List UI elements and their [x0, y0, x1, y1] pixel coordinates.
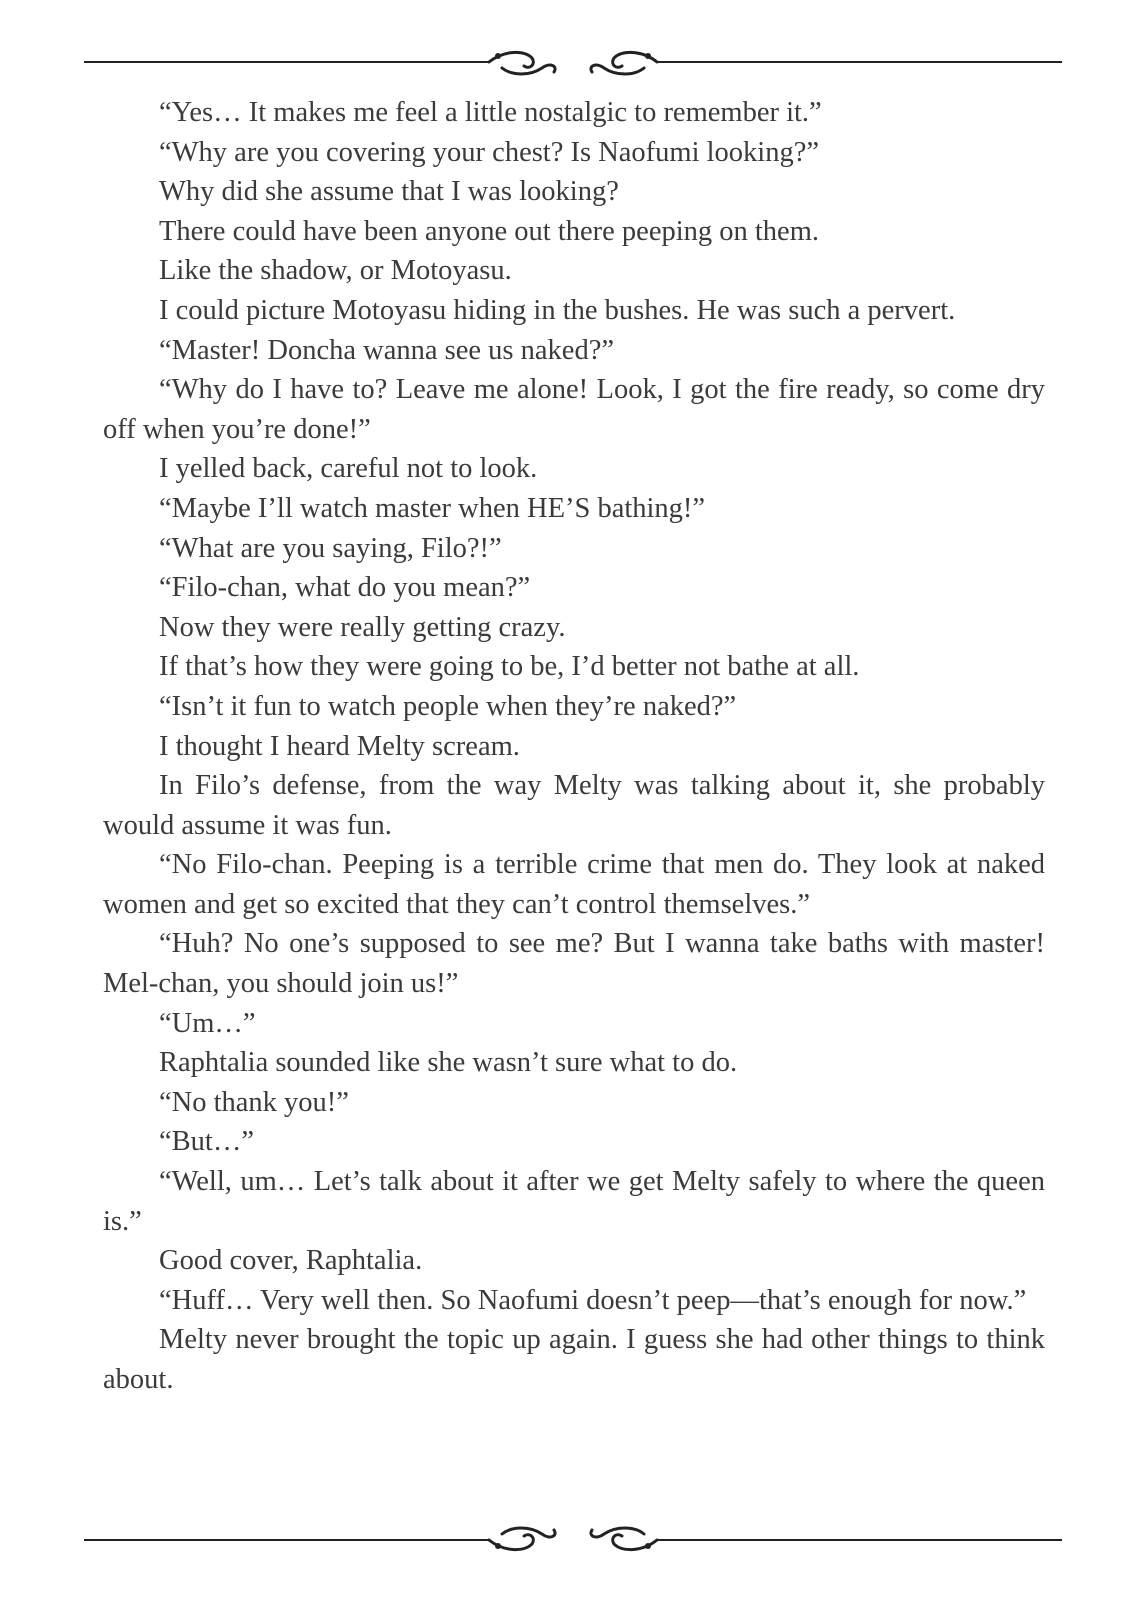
- paragraph: Like the shadow, or Motoyasu.: [159, 255, 512, 287]
- paragraph: Good cover, Raphtalia.: [159, 1245, 423, 1277]
- paragraph: In Filo’s defense, from the way Melty was talking about it, she probably would assume it was fun.: [103, 770, 1045, 841]
- bottom-ornament-divider: [84, 1520, 1062, 1560]
- paragraph: I thought I heard Melty scream.: [159, 730, 520, 762]
- paragraph: “No Filo-chan. Peeping is a terrible crime that men do. They look at naked women and get so excited that they can’t control themselves.”: [103, 849, 1045, 920]
- paragraph: “Master! Doncha wanna see us naked?”: [159, 334, 614, 366]
- paragraph: “What are you saying, Filo?!”: [159, 532, 502, 564]
- paragraph: Now they were really getting crazy.: [159, 611, 566, 643]
- paragraph: “Well, um… Let’s talk about it after we get Melty safely to where the queen is.”: [103, 1166, 1045, 1237]
- paragraph: “Maybe I’ll watch master when HE’S bathing!”: [159, 492, 706, 524]
- paragraph: “Filo-chan, what do you mean?”: [159, 572, 531, 604]
- paragraph: There could have been anyone out there peeping on them.: [159, 215, 819, 247]
- paragraph: Why did she assume that I was looking?: [159, 176, 619, 208]
- paragraph: “No thank you!”: [159, 1086, 349, 1118]
- paragraph: “But…”: [159, 1126, 254, 1158]
- flourish-icon: [84, 1520, 1062, 1560]
- paragraph: “Yes… It makes me feel a little nostalgic to remember it.”: [159, 97, 822, 128]
- paragraph: I could picture Motoyasu hiding in the bushes. He was such a pervert.: [159, 294, 956, 326]
- paragraph: Raphtalia sounded like she wasn’t sure what to do.: [159, 1047, 738, 1079]
- paragraph: I yelled back, careful not to look.: [159, 453, 538, 485]
- paragraph: “Huh? No one’s supposed to see me? But I wanna take baths with master! Mel-chan, you should join us!”: [103, 928, 1045, 1000]
- paragraph: “Huff… Very well then. So Naofumi doesn’t peep—that’s enough for now.”: [159, 1284, 1027, 1316]
- paragraph: “Why are you covering your chest? Is Naofumi looking?”: [159, 136, 820, 168]
- paragraph: “Um…”: [159, 1007, 256, 1039]
- paragraph: “Isn’t it fun to watch people when they’re naked?”: [159, 690, 737, 722]
- paragraph: Melty never brought the topic up again. I guess she had other things to think about.: [103, 1324, 1045, 1395]
- paragraph: “Why do I have to? Leave me alone! Look, I got the fire ready, so come dry off when you’re done!”: [103, 374, 1045, 445]
- body-text: [103, 93, 1045, 1400]
- paragraph: If that’s how they were going to be, I’d better not bathe at all.: [159, 651, 860, 683]
- top-ornament-divider: [84, 42, 1062, 82]
- flourish-icon: [84, 42, 1062, 82]
